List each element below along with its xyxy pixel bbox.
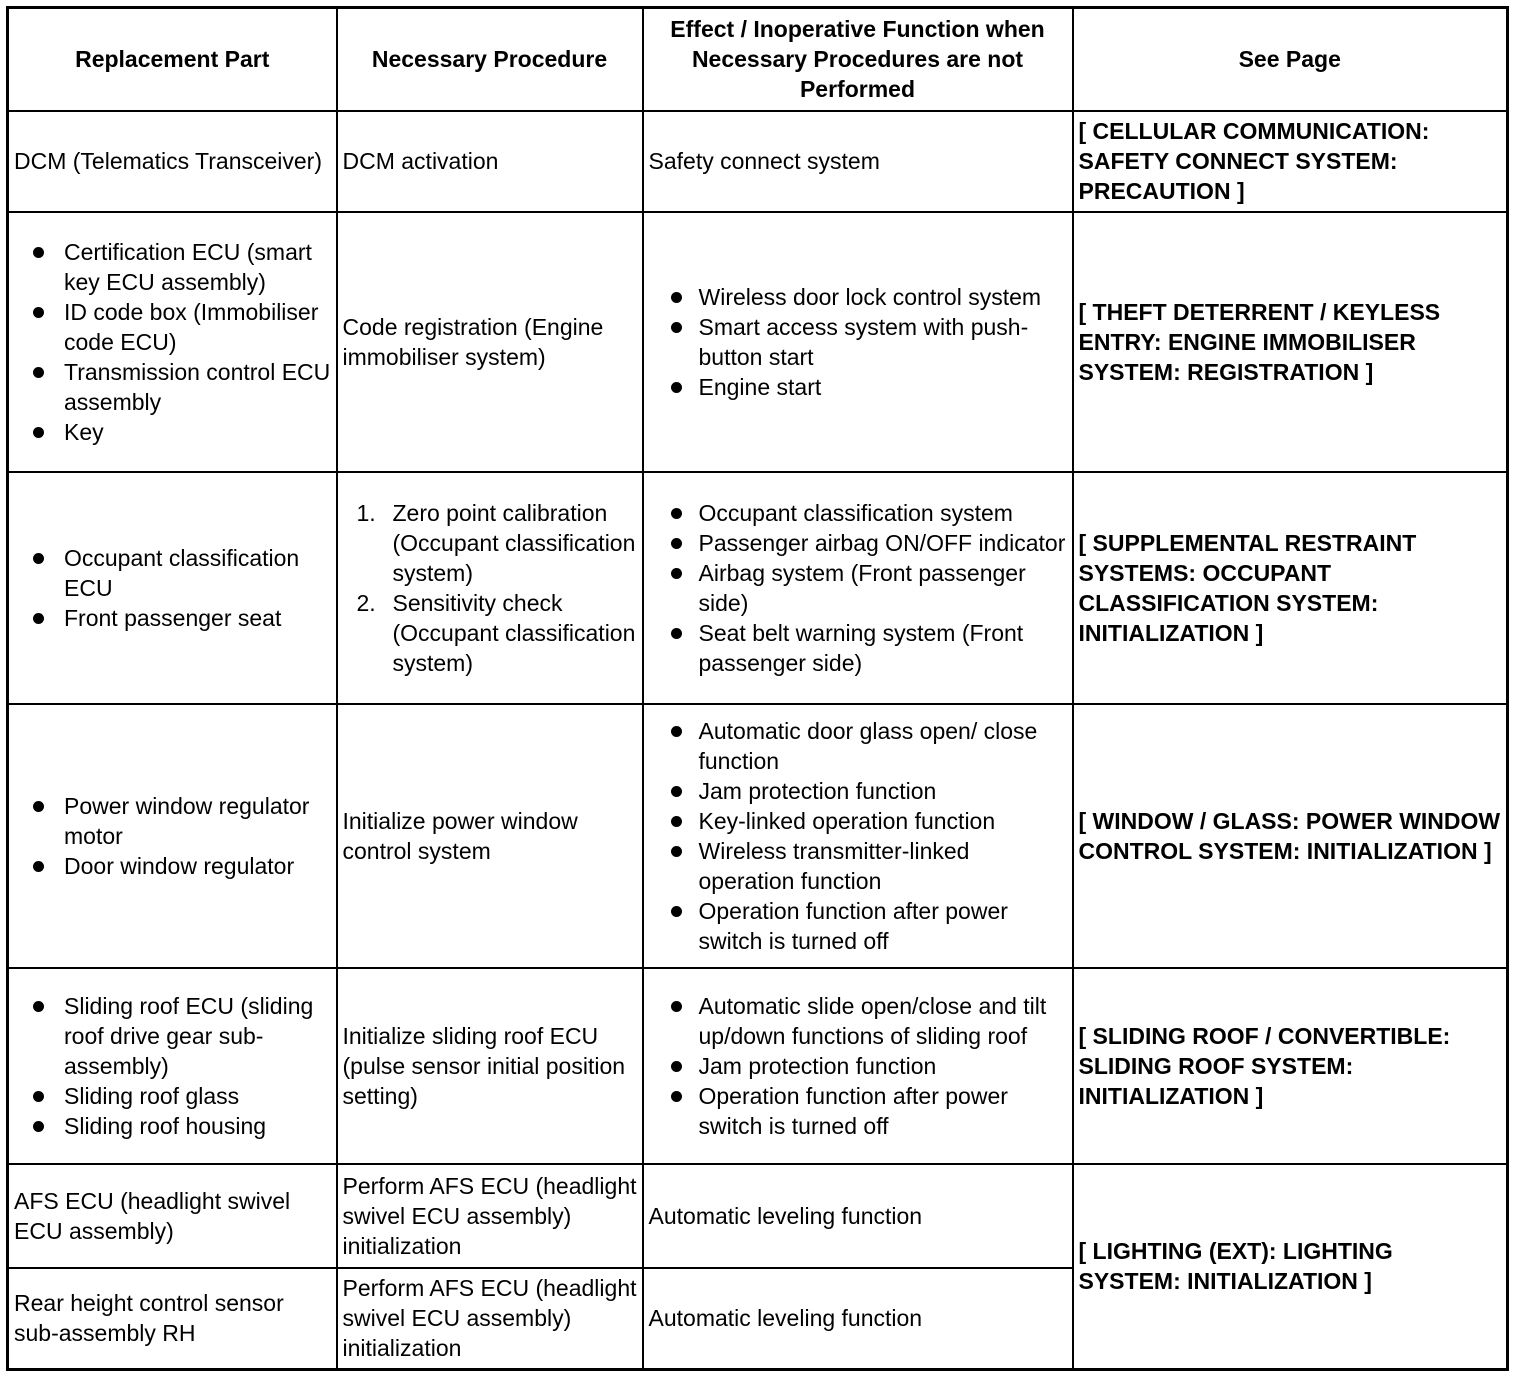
- effect-cell: Safety connect system: [643, 111, 1073, 212]
- see-page-link[interactable]: [ SLIDING ROOF / CONVERTIBLE: SLIDING ROOF SYSTEM: INITIALIZATION ]: [1073, 968, 1508, 1164]
- list-item: Wireless transmitter-linked operation function: [649, 836, 1067, 896]
- list-item: Smart access system with push-button start: [649, 312, 1067, 372]
- part-cell: DCM (Telematics Transceiver): [8, 111, 337, 212]
- procedure-cell: DCM activation: [337, 111, 643, 212]
- see-page-link[interactable]: [ THEFT DETERRENT / KEYLESS ENTRY: ENGINE IMMOBILISER SYSTEM: REGISTRATION ]: [1073, 212, 1508, 472]
- list-item: Wireless door lock control system: [649, 282, 1067, 312]
- procedure-cell: [337, 472, 643, 704]
- part-list: [14, 991, 331, 1141]
- effect-cell: [643, 212, 1073, 472]
- step-text: Sensitivity check (Occupant classification system): [392, 589, 636, 676]
- effect-cell: [643, 968, 1073, 1164]
- list-item: Occupant classification ECU: [14, 543, 331, 603]
- header-row: [8, 8, 1508, 111]
- part-list: [14, 543, 331, 633]
- list-item: Automatic door glass open/ close function: [649, 716, 1067, 776]
- list-item: Operation function after power switch is turned off: [649, 1081, 1067, 1141]
- list-item: Sliding roof housing: [14, 1111, 331, 1141]
- see-page-link[interactable]: [ SUPPLEMENTAL RESTRAINT SYSTEMS: OCCUPANT CLASSIFICATION SYSTEM: INITIALIZATION ]: [1073, 472, 1508, 704]
- table-row: [8, 704, 1508, 968]
- list-item: Airbag system (Front passenger side): [649, 558, 1067, 618]
- list-item: Operation function after power switch is turned off: [649, 896, 1067, 956]
- procedure-cell: Perform AFS ECU (headlight swivel ECU assembly) initialization: [337, 1268, 643, 1370]
- step-number: 1.: [356, 499, 376, 526]
- part-cell: [8, 212, 337, 472]
- table-row: [8, 472, 1508, 704]
- effect-list: [649, 716, 1067, 956]
- part-cell: [8, 704, 337, 968]
- table-row: [8, 111, 1508, 212]
- effect-list: [649, 991, 1067, 1141]
- list-item: Sliding roof glass: [14, 1081, 331, 1111]
- part-cell: AFS ECU (headlight swivel ECU assembly): [8, 1164, 337, 1268]
- part-cell: [8, 968, 337, 1164]
- part-list: [14, 791, 331, 881]
- procedure-cell: Perform AFS ECU (headlight swivel ECU assembly) initialization: [337, 1164, 643, 1268]
- list-item: Certification ECU (smart key ECU assembly): [14, 237, 331, 297]
- list-item: Jam protection function: [649, 1051, 1067, 1081]
- see-page-link[interactable]: [ LIGHTING (EXT): LIGHTING SYSTEM: INITIALIZATION ]: [1073, 1164, 1508, 1370]
- procedure-cell: Initialize power window control system: [337, 704, 643, 968]
- header-effect: Effect / Inoperative Function when Necessary Procedures are not Performed: [643, 8, 1073, 111]
- list-item: Automatic slide open/close and tilt up/down functions of sliding roof: [649, 991, 1067, 1051]
- list-item: [343, 498, 637, 588]
- table-row: [8, 212, 1508, 472]
- header-replacement-part: Replacement Part: [8, 8, 337, 111]
- list-item: Transmission control ECU assembly: [14, 357, 331, 417]
- procedure-cell: Code registration (Engine immobiliser system): [337, 212, 643, 472]
- effect-cell: Automatic leveling function: [643, 1164, 1073, 1268]
- see-page-link[interactable]: [ CELLULAR COMMUNICATION: SAFETY CONNECT SYSTEM: PRECAUTION ]: [1073, 111, 1508, 212]
- effect-cell: [643, 704, 1073, 968]
- effect-cell: [643, 472, 1073, 704]
- list-item: Engine start: [649, 372, 1067, 402]
- part-cell: [8, 472, 337, 704]
- replacement-procedure-table: [6, 6, 1509, 1371]
- effect-list: [649, 282, 1067, 402]
- list-item: Door window regulator: [14, 851, 331, 881]
- list-item: Key: [14, 417, 331, 447]
- part-cell: Rear height control sensor sub-assembly RH: [8, 1268, 337, 1370]
- list-item: Key-linked operation function: [649, 806, 1067, 836]
- part-list: [14, 237, 331, 447]
- procedure-list: [343, 498, 637, 678]
- list-item: Jam protection function: [649, 776, 1067, 806]
- step-number: 2.: [356, 589, 376, 616]
- header-see-page: See Page: [1073, 8, 1508, 111]
- list-item: Sliding roof ECU (sliding roof drive gear sub-assembly): [14, 991, 331, 1081]
- step-text: Zero point calibration (Occupant classification system): [392, 499, 636, 586]
- table-row: [8, 968, 1508, 1164]
- list-item: [343, 588, 637, 678]
- list-item: ID code box (Immobiliser code ECU): [14, 297, 331, 357]
- procedure-cell: Initialize sliding roof ECU (pulse sensor initial position setting): [337, 968, 643, 1164]
- list-item: Occupant classification system: [649, 498, 1067, 528]
- list-item: Passenger airbag ON/OFF indicator: [649, 528, 1067, 558]
- effect-cell: Automatic leveling function: [643, 1268, 1073, 1370]
- list-item: Power window regulator motor: [14, 791, 331, 851]
- list-item: Seat belt warning system (Front passenger side): [649, 618, 1067, 678]
- see-page-link[interactable]: [ WINDOW / GLASS: POWER WINDOW CONTROL SYSTEM: INITIALIZATION ]: [1073, 704, 1508, 968]
- effect-list: [649, 498, 1067, 678]
- header-necessary-procedure: Necessary Procedure: [337, 8, 643, 111]
- list-item: Front passenger seat: [14, 603, 331, 633]
- procedure-table-wrapper: [6, 6, 1506, 1368]
- table-row: [8, 1164, 1508, 1268]
